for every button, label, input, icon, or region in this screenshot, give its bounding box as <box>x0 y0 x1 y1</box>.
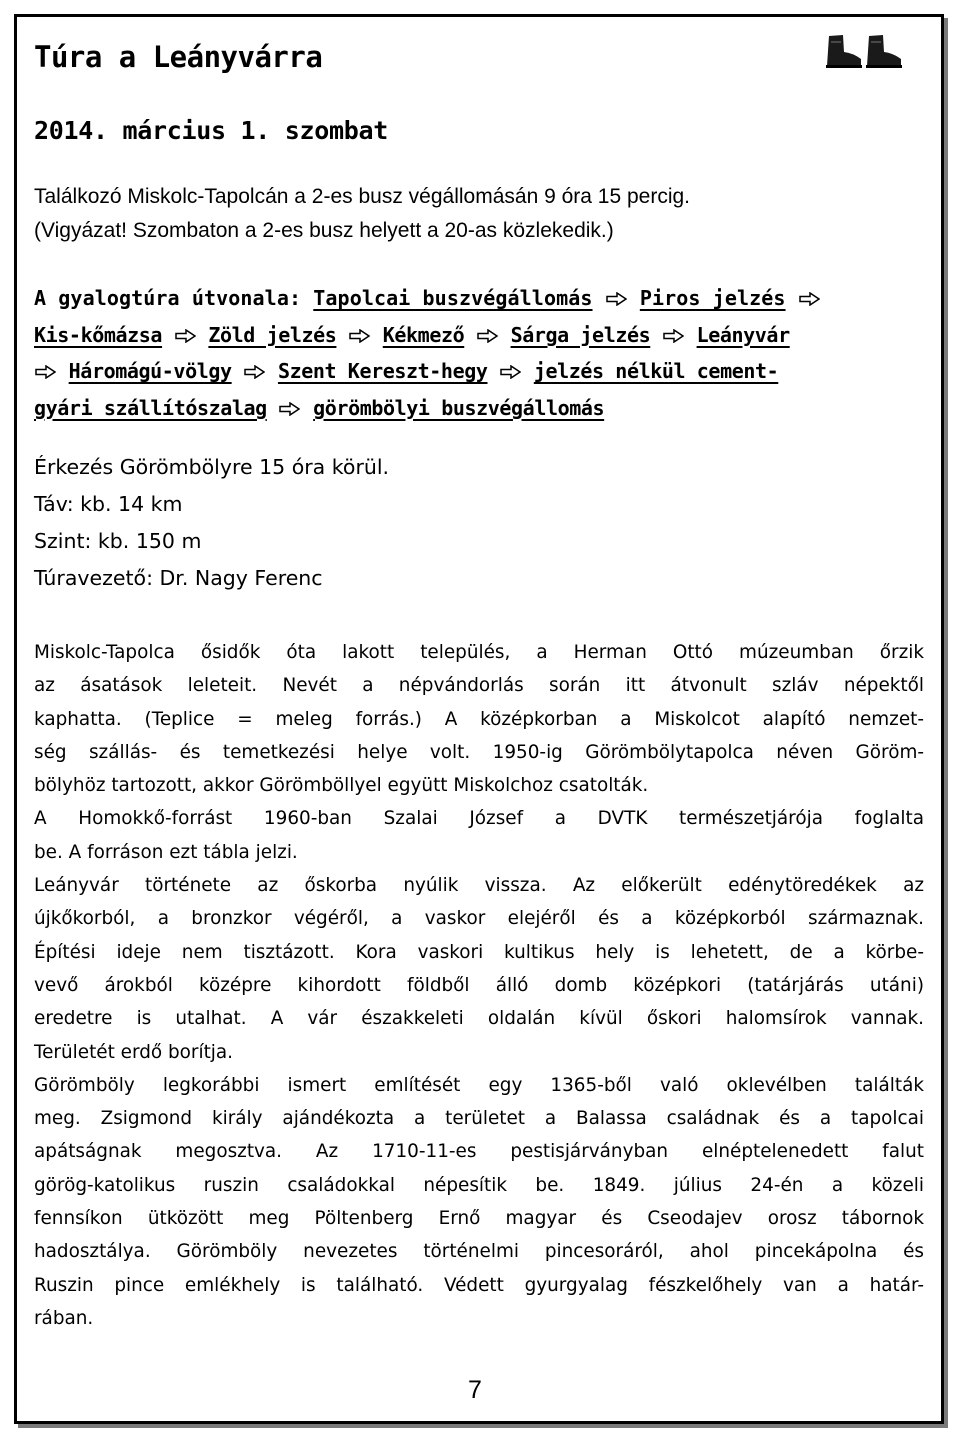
elevation: Szint: kb. 150 m <box>34 529 202 553</box>
text-line: Leányvár története az őskorba nyúlik vissza. Az előkerült edénytöredékek az <box>34 875 924 897</box>
outline-arrow-right-icon <box>500 365 521 379</box>
tour-facts <box>34 449 389 597</box>
outline-arrow-right-icon <box>606 292 627 306</box>
text-line: Görömböly legkorábbi ismert említését egy 1365-ből való oklevélben találták <box>34 1074 924 1096</box>
arrival-time: Érkezés Görömbölyre 15 óra körül. <box>34 455 390 479</box>
outline-arrow-right-icon <box>799 292 820 306</box>
route-label: A gyalogtúra útvonala: <box>34 286 302 310</box>
route-stop: Zöld jelzés <box>208 322 337 347</box>
text-line: Ruszin pince emlékhely is található. Védett gyurgyalag fészkelőhely van a határ- <box>34 1274 924 1296</box>
meeting-line: Találkozó Miskolc-Tapolcán a 2-es busz végállomásán 9 óra 15 percig. <box>34 185 691 208</box>
route-stop: jelzés nélkül cement- <box>533 359 779 383</box>
route-stop: Tapolcai buszvégállomás <box>313 286 593 310</box>
meeting-info <box>34 180 690 248</box>
route-stop: Szent Kereszt-hegy <box>277 359 488 383</box>
route-description <box>34 280 924 426</box>
text-line: az ásatások leleteit. Nevét a népvándorlás során itt átvonult szláv népektől <box>34 675 924 697</box>
tour-leader: Túravezető: Dr. Nagy Ferenc <box>34 566 323 590</box>
route-stop: görömbölyi buszvégállomás <box>313 395 605 420</box>
text-line: görög-katolikus ruszin családokkal népesítik be. 1849. július 24-én a közeli <box>34 1174 924 1196</box>
text-line: meg. Zsigmond király ajándékozta a területet a Balassa családnak és a tapolcai <box>34 1108 924 1130</box>
text-line: kaphatta. (Teplice = meleg forrás.) A középkorban a Miskolcot alapító nemzet- <box>34 708 924 730</box>
text-line: rában. <box>34 1307 94 1329</box>
text-line: fennsíkon ütközött meg Pöltenberg Ernő magyar és Cseodajev orosz tábornok <box>34 1208 924 1230</box>
page-number: 7 <box>468 1376 482 1404</box>
text-line: ség szállás- és temetkezési helye volt. 1950-ig Görömbölytapolca néven Göröm- <box>34 741 924 763</box>
history-text <box>34 636 924 1335</box>
route-stop: Leányvár <box>696 322 790 347</box>
hiking-boots-icon <box>823 32 909 70</box>
outline-arrow-right-icon <box>175 329 196 343</box>
text-line: újkőkorból, a bronzkor végéről, a vaskor elejéről és a középkorból származnak. <box>34 908 924 930</box>
text-line: Területét erdő borítja. <box>34 1041 233 1063</box>
outline-arrow-right-icon <box>663 329 684 343</box>
outline-arrow-right-icon <box>279 402 300 416</box>
outline-arrow-right-icon <box>244 365 265 379</box>
outline-arrow-right-icon <box>35 365 56 379</box>
outline-arrow-right-icon <box>477 329 498 343</box>
page-title: Túra a Leányvárra <box>34 40 323 74</box>
tour-date: 2014. március 1. szombat <box>34 116 389 145</box>
outline-arrow-right-icon <box>349 329 370 343</box>
route-stop: Sárga jelzés <box>510 322 651 347</box>
text-line: be. A forráson ezt tábla jelzi. <box>34 841 298 863</box>
text-line: Miskolc-Tapolca ősidők óta lakott település, a Herman Ottó múzeumban őrzik <box>34 642 924 663</box>
distance: Táv: kb. 14 km <box>34 492 183 516</box>
text-line: A Homokkő-forrást 1960-ban Szalai József a DVTK természetjárója foglalta <box>34 808 924 830</box>
text-line: hadosztálya. Görömböly nevezetes történelmi pincesoráról, ahol pincekápolna és <box>34 1241 924 1263</box>
route-stop: Kis-kőmázsa <box>34 322 163 347</box>
text-line: eredetre is utalhat. A vár északkeleti oldalán kívül őskori halomsírok vannak. <box>34 1008 924 1030</box>
route-stop: Háromágú-völgy <box>68 359 232 383</box>
text-line: bölyhöz tartozott, akkor Görömböllyel együtt Miskolchoz csatolták. <box>34 775 649 797</box>
text-line: apátságnak megosztva. Az 1710-11-es pestisjárványban elnéptelenedett falut <box>34 1141 924 1163</box>
route-stop: Piros jelzés <box>639 286 786 310</box>
text-line: Építési ideje nem tisztázott. Kora vaskori kultikus hely is lehetett, de a körbe- <box>34 941 924 963</box>
route-stop: Kékmező <box>382 322 465 347</box>
meeting-line: (Vigyázat! Szombaton a 2-es busz helyett a 20-as közlekedik.) <box>34 219 614 242</box>
text-line: vevő árokból középre kihordott földből álló domb középkori (tatárjárás utáni) <box>34 974 924 996</box>
route-stop: gyári szállítószalag <box>34 395 267 420</box>
